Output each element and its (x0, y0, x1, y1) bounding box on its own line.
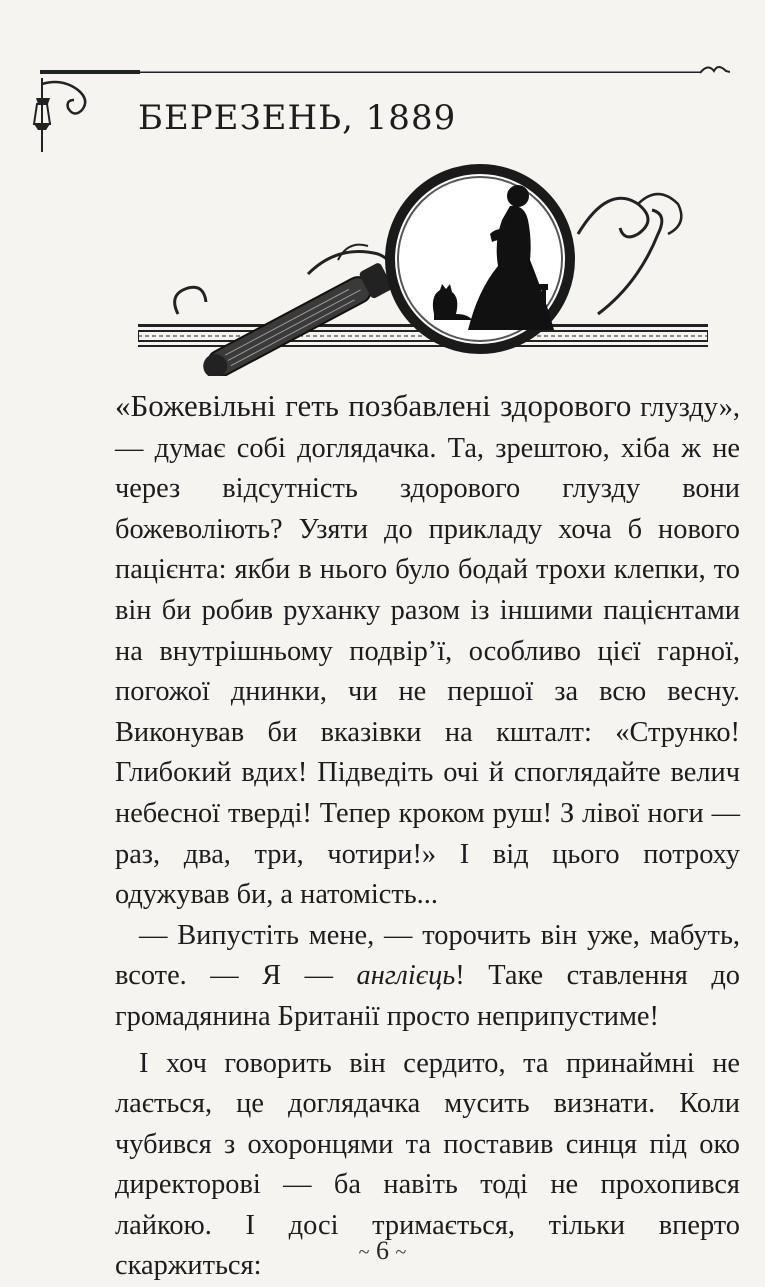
paragraph-1 (115, 386, 740, 916)
chapter-title: БЕРЕЗЕНЬ, 1889 (138, 98, 456, 138)
lantern-icon (30, 76, 100, 156)
body-text (115, 386, 740, 1287)
paragraph-text: глузду», — думає собі доглядачка. Та, зрештою, хіба ж не через відсутність здорового глузду вони божеволіють? Узяти до прикладу хоча б нового пацієнта: якби в нього було бодай трохи клепки, то він би робив руханку разом із іншими пацієнтами на внутрішньому подвір’ї, особливо цієї гарної, погожої днинки, чи не першої за всю весну. Виконував би вказівки на кшталт: «Струнко! Глибокий вдих! Підведіть очі й споглядайте велич небесної тверді! Тепер кроком руш! З лівої ноги — раз, два, три, чотири!» І від цього потроху одужував би, а натомість... (115, 392, 740, 910)
dialogue-text: — Випустіть мене, — торочить він уже, мабуть, всоте. — Я — (115, 920, 740, 992)
emphasis-text: англієць (357, 960, 456, 991)
scroll-ornament-icon: ~ (359, 1242, 370, 1264)
page-number-value: 6 (376, 1236, 389, 1265)
dialogue-text-end: ! Таке ставлення до громадянина Британії просто неприпустиме! (115, 960, 740, 1032)
scroll-ornament-icon: ~ (396, 1242, 407, 1264)
magnifying-glass-illustration (138, 164, 708, 376)
page-number (0, 1236, 765, 1266)
paragraph-text: І хоч говорить він сердито, та принаймні не лається, це доглядачка мусить визнати. Коли чубився з охоронцями та поставив синця під око директорові — ба навіть тоді не прохопився лайкою. І досі тримається, тільки вперто скаржиться: (115, 1048, 740, 1282)
header-rule (40, 64, 730, 80)
paragraph-2 (115, 916, 740, 1038)
paragraph-lead: «Божевільні геть позбавлені здорового (115, 388, 631, 423)
